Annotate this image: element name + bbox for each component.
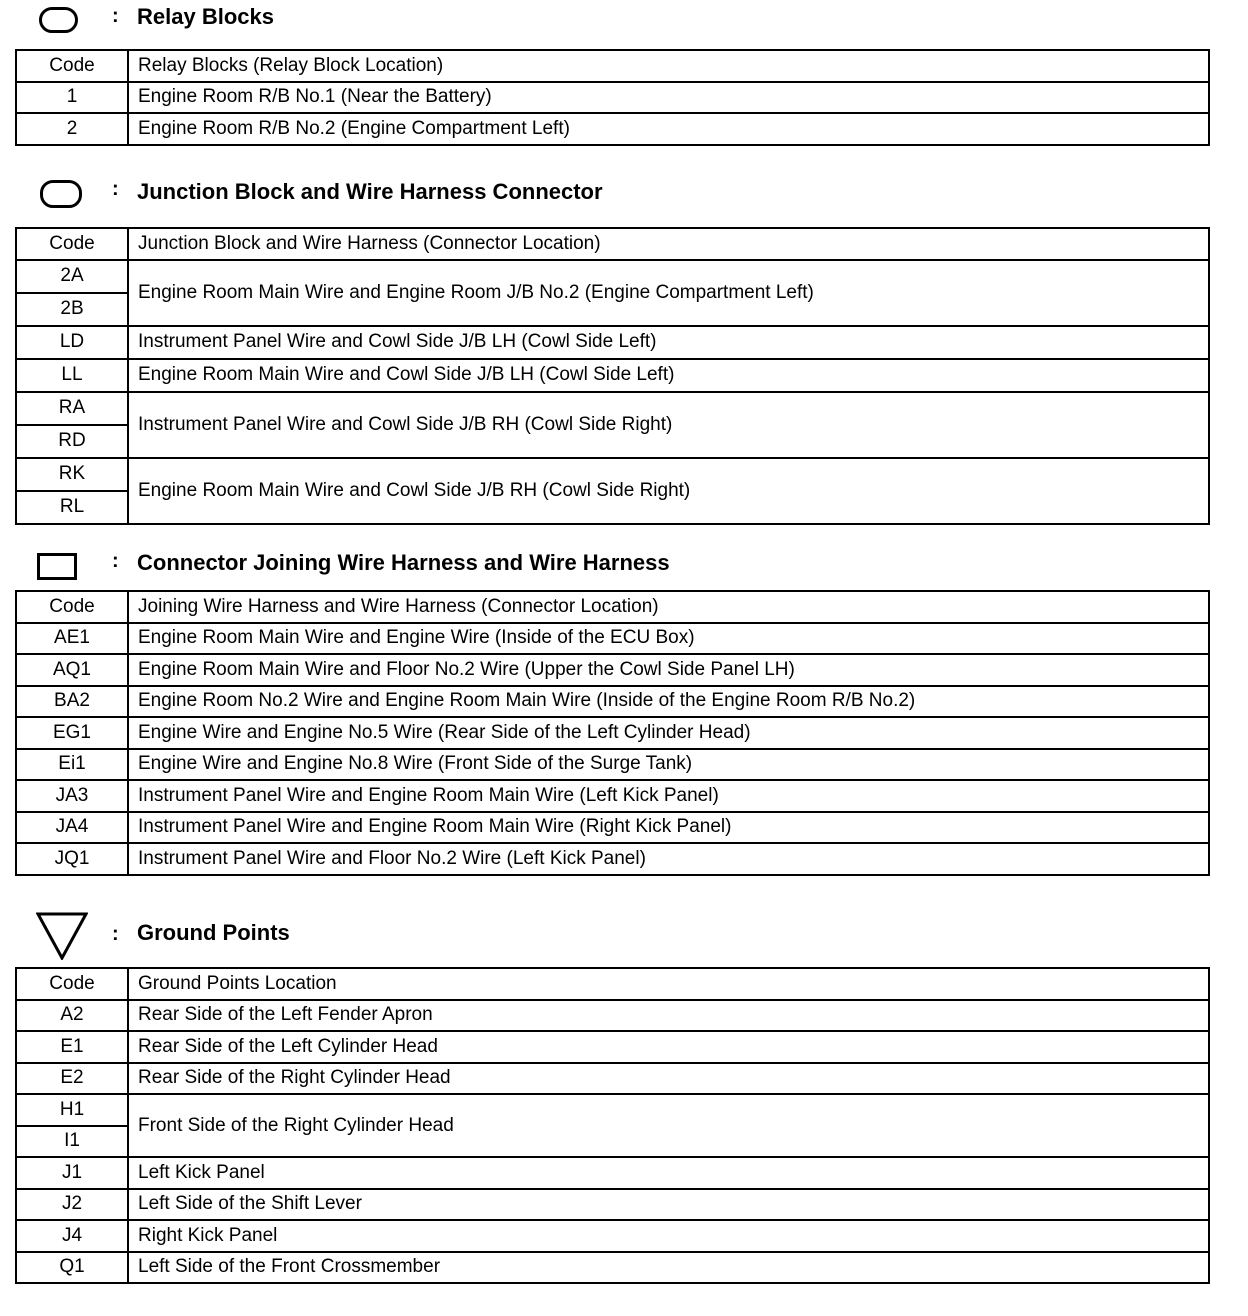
table-row [16, 359, 1209, 392]
code-cell: Ei1 [16, 749, 128, 781]
table-row [16, 717, 1209, 749]
section-title: Junction Block and Wire Harness Connector [137, 179, 603, 204]
table-header-row [16, 591, 1209, 623]
heading-colon: : [112, 923, 119, 945]
rounded-rectangle-symbol-icon [39, 7, 78, 33]
code-cell: J2 [16, 1189, 128, 1221]
rectangle-symbol-icon [37, 553, 77, 580]
table-row [16, 1031, 1209, 1063]
location-cell: Instrument Panel Wire and Engine Room Main Wire (Right Kick Panel) [128, 812, 1209, 844]
location-header: Joining Wire Harness and Wire Harness (Connector Location) [128, 591, 1209, 623]
code-cell: 2 [16, 113, 128, 145]
location-header: Junction Block and Wire Harness (Connector Location) [128, 228, 1209, 260]
code-cell: 2B [16, 293, 128, 326]
code-cell: J4 [16, 1220, 128, 1252]
code-cell: E1 [16, 1031, 128, 1063]
location-cell: Instrument Panel Wire and Engine Room Main Wire (Left Kick Panel) [128, 780, 1209, 812]
heading-colon: : [112, 178, 119, 200]
code-cell: A2 [16, 1000, 128, 1032]
table-row [16, 623, 1209, 655]
location-cell: Instrument Panel Wire and Cowl Side J/B RH (Cowl Side Right) [128, 392, 1209, 458]
location-cell: Left Side of the Shift Lever [128, 1189, 1209, 1221]
location-cell: Left Kick Panel [128, 1157, 1209, 1189]
code-cell: RK [16, 458, 128, 491]
connector-joining-heading [0, 543, 1248, 583]
code-cell: RD [16, 425, 128, 458]
code-cell: JQ1 [16, 843, 128, 875]
code-header: Code [16, 591, 128, 623]
code-cell: LL [16, 359, 128, 392]
table-row [16, 812, 1209, 844]
table-row [16, 1157, 1209, 1189]
code-header: Code [16, 228, 128, 260]
location-cell: Engine Room No.2 Wire and Engine Room Main Wire (Inside of the Engine Room R/B No.2) [128, 686, 1209, 718]
location-cell: Rear Side of the Left Fender Apron [128, 1000, 1209, 1032]
table-header-row [16, 968, 1209, 1000]
code-cell: AQ1 [16, 654, 128, 686]
table-row [16, 260, 1209, 293]
location-cell: Right Kick Panel [128, 1220, 1209, 1252]
code-cell: H1 [16, 1094, 128, 1126]
junction-block-heading [0, 172, 1248, 212]
location-cell: Engine Room R/B No.1 (Near the Battery) [128, 82, 1209, 114]
code-cell: RA [16, 392, 128, 425]
code-cell: J1 [16, 1157, 128, 1189]
code-cell: BA2 [16, 686, 128, 718]
table-row [16, 1063, 1209, 1095]
table-header-row [16, 50, 1209, 82]
table-row [16, 654, 1209, 686]
location-cell: Engine Room Main Wire and Floor No.2 Wire (Upper the Cowl Side Panel LH) [128, 654, 1209, 686]
location-cell: Left Side of the Front Crossmember [128, 1252, 1209, 1284]
table-row [16, 1220, 1209, 1252]
location-cell: Engine Room R/B No.2 (Engine Compartment Left) [128, 113, 1209, 145]
code-cell: RL [16, 491, 128, 524]
table-row [16, 780, 1209, 812]
junction-block-table [15, 227, 1210, 525]
ground-points-heading [0, 907, 1248, 947]
code-cell: E2 [16, 1063, 128, 1095]
code-cell: LD [16, 326, 128, 359]
table-header-row [16, 228, 1209, 260]
code-header: Code [16, 968, 128, 1000]
rounded-rectangle-symbol-icon [40, 180, 82, 208]
heading-colon: : [112, 5, 119, 27]
triangle-symbol-icon [36, 912, 88, 960]
code-cell: I1 [16, 1126, 128, 1158]
section-title: Ground Points [137, 920, 290, 945]
code-cell: AE1 [16, 623, 128, 655]
location-cell: Engine Room Main Wire and Cowl Side J/B RH (Cowl Side Right) [128, 458, 1209, 524]
code-cell: EG1 [16, 717, 128, 749]
location-cell: Rear Side of the Right Cylinder Head [128, 1063, 1209, 1095]
location-cell: Rear Side of the Left Cylinder Head [128, 1031, 1209, 1063]
location-cell: Engine Wire and Engine No.8 Wire (Front Side of the Surge Tank) [128, 749, 1209, 781]
heading-colon: : [112, 550, 119, 572]
code-cell: JA4 [16, 812, 128, 844]
table-row [16, 1189, 1209, 1221]
code-cell: 2A [16, 260, 128, 293]
location-header: Relay Blocks (Relay Block Location) [128, 50, 1209, 82]
table-row [16, 749, 1209, 781]
table-row [16, 392, 1209, 425]
table-row [16, 458, 1209, 491]
section-title: Connector Joining Wire Harness and Wire Harness [137, 550, 670, 575]
location-cell: Front Side of the Right Cylinder Head [128, 1094, 1209, 1157]
code-cell: 1 [16, 82, 128, 114]
section-title: Relay Blocks [137, 4, 274, 29]
location-cell: Engine Wire and Engine No.5 Wire (Rear Side of the Left Cylinder Head) [128, 717, 1209, 749]
code-cell: Q1 [16, 1252, 128, 1284]
table-row [16, 82, 1209, 114]
table-row [16, 686, 1209, 718]
table-row [16, 1000, 1209, 1032]
table-row [16, 843, 1209, 875]
code-cell: JA3 [16, 780, 128, 812]
table-row [16, 326, 1209, 359]
table-row [16, 1252, 1209, 1284]
relay-blocks-table [15, 49, 1210, 146]
location-cell: Instrument Panel Wire and Cowl Side J/B LH (Cowl Side Left) [128, 326, 1209, 359]
code-header: Code [16, 50, 128, 82]
location-cell: Engine Room Main Wire and Engine Room J/B No.2 (Engine Compartment Left) [128, 260, 1209, 326]
relay-blocks-heading [0, 0, 1248, 40]
ground-points-table [15, 967, 1210, 1284]
location-cell: Engine Room Main Wire and Cowl Side J/B LH (Cowl Side Left) [128, 359, 1209, 392]
location-header: Ground Points Location [128, 968, 1209, 1000]
table-row [16, 113, 1209, 145]
location-cell: Engine Room Main Wire and Engine Wire (Inside of the ECU Box) [128, 623, 1209, 655]
connector-joining-table [15, 590, 1210, 876]
table-row [16, 1094, 1209, 1126]
location-cell: Instrument Panel Wire and Floor No.2 Wire (Left Kick Panel) [128, 843, 1209, 875]
